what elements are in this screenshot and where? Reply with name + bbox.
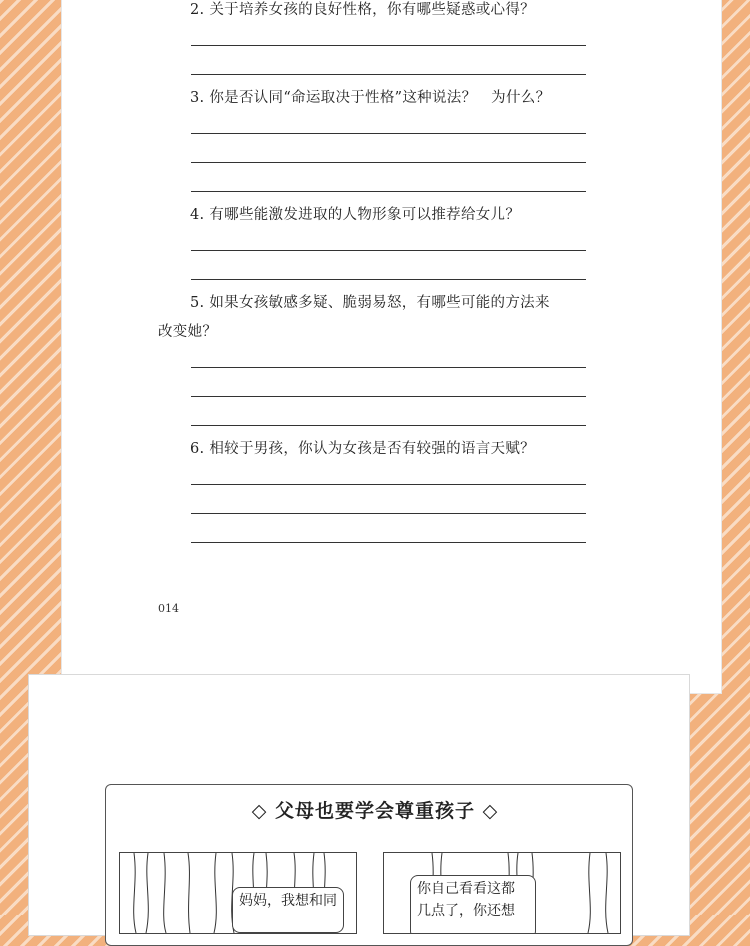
answer-line: [191, 133, 586, 134]
comic-title-text: 父母也要学会尊重孩子: [274, 800, 475, 822]
answer-line: [191, 162, 586, 163]
answer-line: [191, 367, 586, 368]
speech-bubble: 妈妈，我想和同: [232, 887, 344, 933]
answer-line: [191, 279, 586, 280]
answer-line: [191, 74, 586, 75]
answer-line: [191, 542, 586, 543]
diamond-icon: ◇: [482, 800, 499, 822]
question-4: 4. 有哪些能激发进取的人物形象可以推荐给女儿？: [190, 207, 521, 223]
speech-bubble: 你自己看看这都 几点了，你还想: [410, 875, 536, 934]
answer-line: [191, 484, 586, 485]
answer-line: [191, 513, 586, 514]
answer-line: [191, 45, 586, 46]
question-2: 2. 关于培养女孩的良好性格，你有哪些疑惑或心得？: [190, 2, 535, 18]
question-5: 5. 如果女孩敏感多疑、脆弱易怒，有哪些可能的方法来: [190, 295, 550, 311]
answer-line: [191, 396, 586, 397]
question-3: 3. 你是否认同“命运取决于性格”这种说法？ 为什么？: [190, 90, 551, 106]
question-5-continued: 改变她？: [158, 324, 218, 340]
diamond-icon: ◇: [251, 800, 268, 822]
comic-panel-right: [383, 852, 621, 934]
answer-line: [191, 250, 586, 251]
comic-panel-left: [119, 852, 357, 934]
comic-title: [0, 796, 750, 823]
answer-line: [191, 191, 586, 192]
question-6: 6. 相较于男孩，你认为女孩是否有较强的语言天赋？: [190, 441, 535, 457]
page-number: 014: [158, 602, 179, 615]
answer-line: [191, 425, 586, 426]
